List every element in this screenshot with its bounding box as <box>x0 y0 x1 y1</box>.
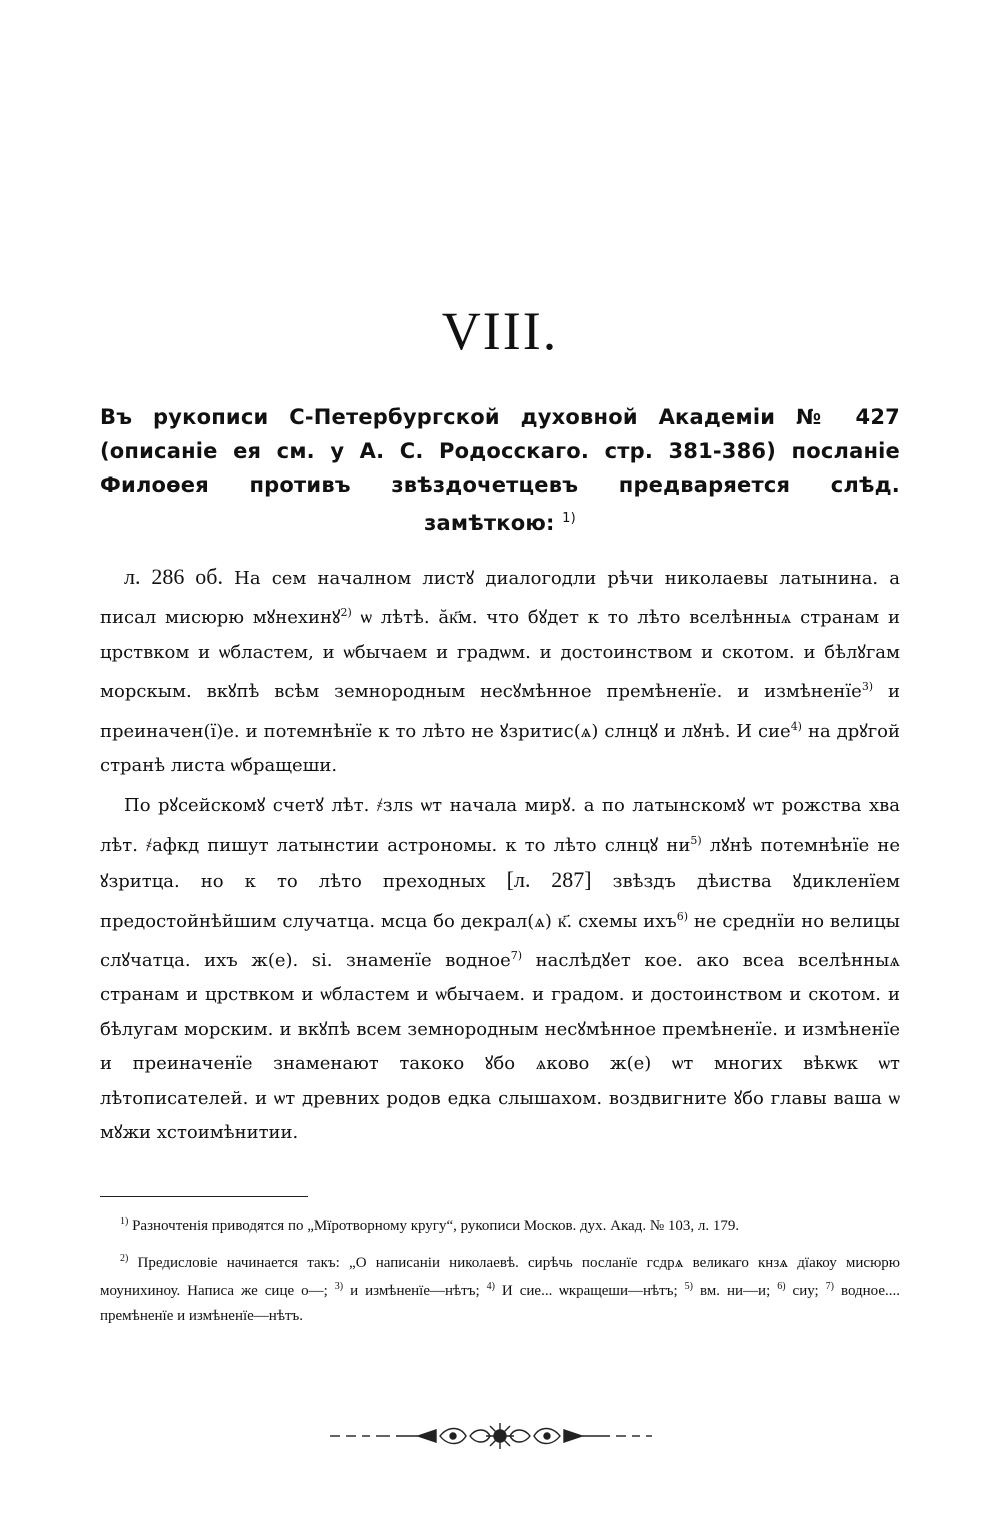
intro-paragraph <box>100 400 900 540</box>
text-segment: На сем началном листꙋ диалогодли рѣчи николаевы латынина. а писал мисюрю мꙋнехинꙋ <box>100 568 901 629</box>
paragraph-2 <box>100 789 900 1150</box>
text-segment: и преиначен(ї)е. и потемнѣнїе к то лѣто не ꙋзритис(ѧ) слнцꙋ и лꙋнѣ. И сие <box>100 681 900 742</box>
text-segment: не среднїи но велицы слꙋчатца. ихъ ж(е). ѕі. знаменїе водное <box>100 910 901 972</box>
footnote-mark: 3) <box>334 1281 344 1292</box>
manuscript-text <box>100 560 900 1151</box>
footnote-1 <box>100 1210 900 1239</box>
footnote-text: и измѣненїе—нѣтъ; <box>350 1283 480 1299</box>
folio-reference: [л. 287] <box>506 867 592 893</box>
footnote-mark: 6) <box>777 1281 786 1292</box>
footnote-ref: 2) <box>340 606 352 620</box>
page <box>100 0 900 1519</box>
footnote-text: сиу; <box>792 1283 819 1299</box>
footnote-ref: 4) <box>790 719 802 733</box>
footnote-ref: 5) <box>690 833 702 847</box>
footnote-ref: 6) <box>676 909 689 923</box>
footnote-divider <box>100 1196 308 1197</box>
text-segment: ѡ лѣтѣ. ӑк҃м. что бꙋдет к то лѣто вселѣнныѧ странам и црствком и ѡбластем, и ѡбычаем и градѡм. и достоинством и скотом. и бѣлꙋгам морскым. вкꙋпѣ всѣм земнородным несꙋмѣнное премѣненїе. и измѣненїе <box>100 607 900 703</box>
footnotes <box>100 1210 900 1336</box>
footnote-ref: 3) <box>861 680 874 694</box>
footnote-text: Предисловіе начинается такъ: „О написаніи николаевѣ. сирѣчь посланїе гсдрѧ великаго кнзѧ дїакоу мисюрю моунихиноу. Написа же сице о—; <box>100 1254 900 1299</box>
footnote-mark: 7) <box>825 1281 834 1292</box>
chapter-number: VIII. <box>441 301 559 361</box>
footnote-mark: 5) <box>684 1281 693 1292</box>
text-segment: лꙋнѣ потемнѣнїе не ꙋзритца. но к то лѣто преходных <box>100 834 900 893</box>
footnote-mark: 4) <box>486 1281 495 1292</box>
footnote-2 <box>100 1247 900 1329</box>
footnote-mark: 2) <box>120 1252 129 1264</box>
ornament-divider-icon <box>100 1422 900 1450</box>
footnote-ref: 1) <box>562 511 576 526</box>
text-segment: наслѣдꙋет кое. ако всеа вселѣнныѧ странам и црствком и ѡбластем и ѡбычаем. и градом. и достоинством и скотом. и бѣлугам морским. и вкꙋпѣ всем земнородным несꙋмѣнное премѣненїе. и измѣненїе и преиначенїе знаменают такоко ꙋбо ѧково ж(е) ѡт многих вѣкѡк ѡт лѣтописателей. и ѡт древних родов едка слышахом. воздвигните ꙋбо главы ваша ѡ мꙋжи хстоимѣнитии. <box>100 950 900 1144</box>
footnote-text: И сие... ѡкращеши—нѣтъ; <box>501 1283 678 1299</box>
footnote-mark: 1) <box>120 1216 129 1227</box>
folio-reference: л. 286 об. <box>124 564 223 589</box>
text-segment: звѣздъ дѣиства ꙋдикленїем предостойнѣйшим случатца. мсца бо декрал(ѧ) к҃. схемы ихъ <box>100 871 900 932</box>
text-segment: По рꙋсейскомꙋ счетꙋ лѣт. ҂злѕ ѡт начала мирꙋ. а по латынскомꙋ ѡт рожства хва лѣт. ҂афкд пишут латынстии астрономы. к то лѣто слнцꙋ ни <box>100 795 900 856</box>
footnote-text: Разночтенія приводятся по „Мїротворному кругу“, рукописи Москов. дух. Акад. № 103, л. 179. <box>132 1218 740 1234</box>
footnote-text: водное.... премѣненїе и измѣненїе—нѣтъ. <box>100 1283 901 1324</box>
text-segment: на дрꙋгой странѣ листа ѡбращеши. <box>100 720 900 777</box>
intro-text: Въ рукописи С-Петербургской духовной Академіи № 427 (описаніе ея см. у А. С. Родосскаго. стр. 381-386) посланіе Филоѳея противъ звѣздочетцевъ предваряется слѣд. замѣткою: <box>100 405 900 535</box>
footnote-ref: 7) <box>510 949 523 963</box>
paragraph-1 <box>100 560 900 783</box>
footnote-text: вм. ни—и; <box>699 1283 771 1299</box>
